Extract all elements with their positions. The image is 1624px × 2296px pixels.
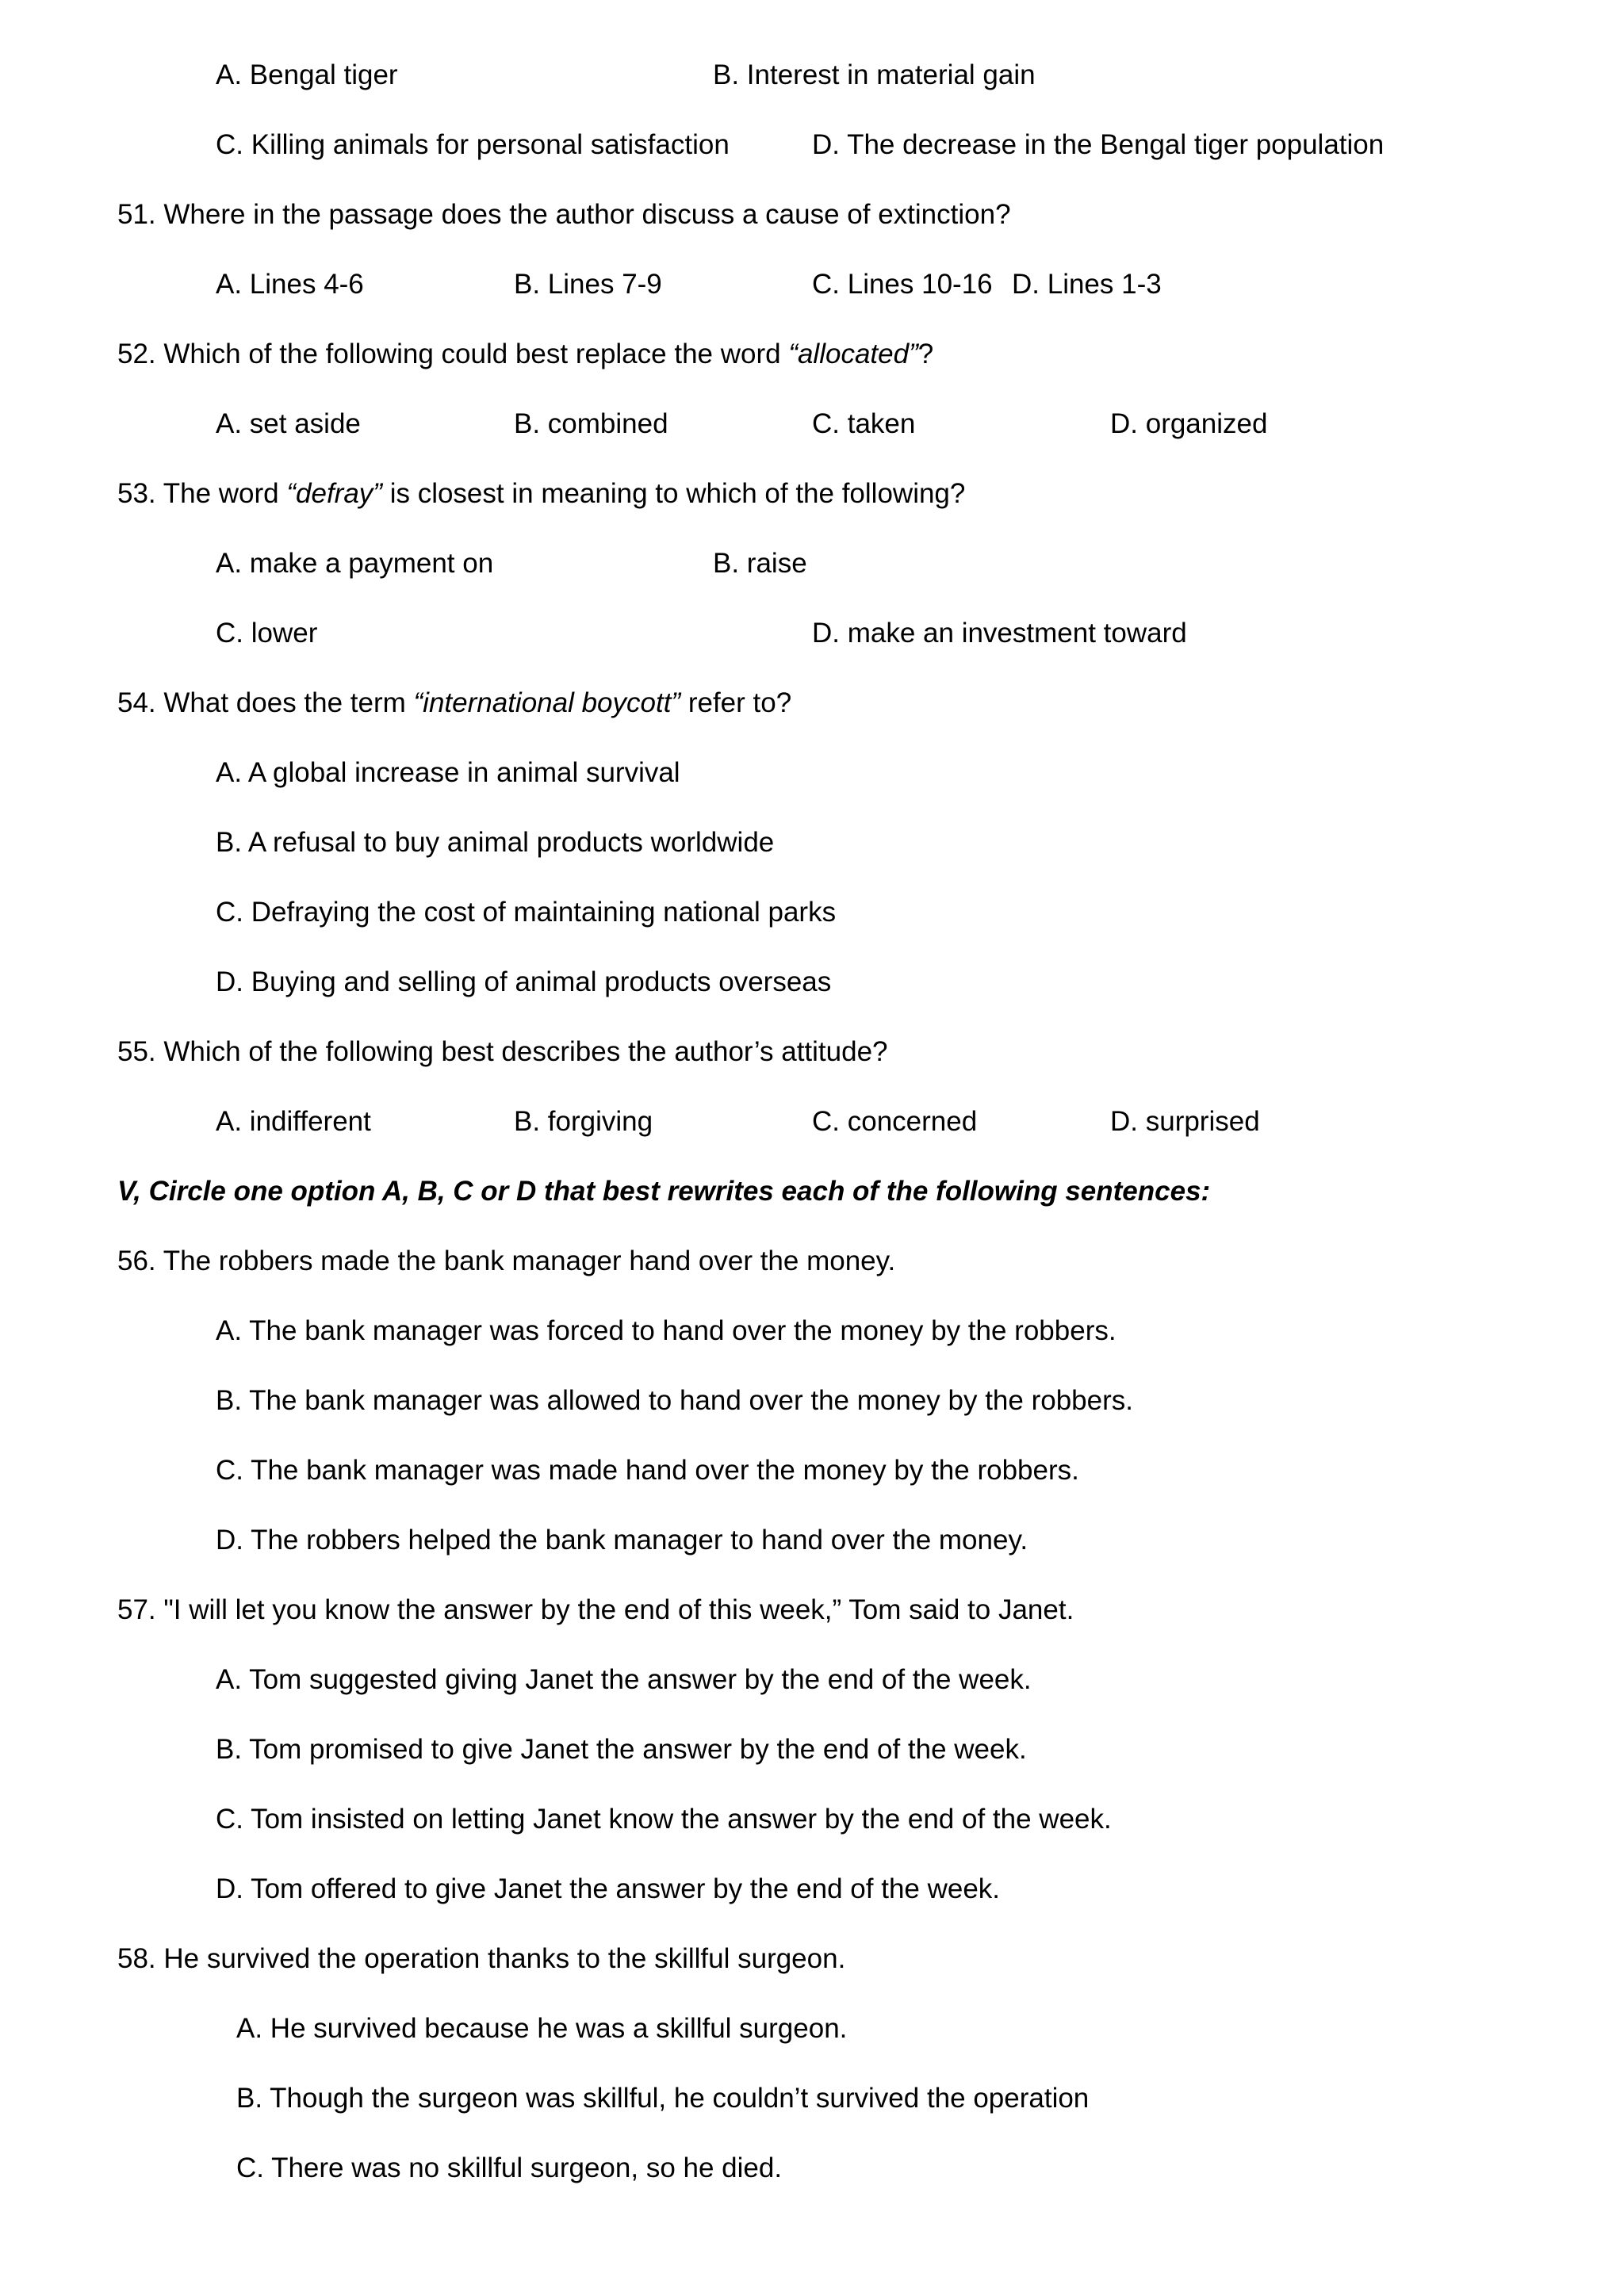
q54-option-a[interactable]: A. A global increase in animal survival xyxy=(216,757,680,788)
q57-option-b[interactable]: B. Tom promised to give Janet the answer by the end of the week. xyxy=(216,1734,1027,1765)
q51-option-a[interactable]: A. Lines 4-6 xyxy=(216,269,364,300)
q50-option-d[interactable]: D. The decrease in the Bengal tiger population xyxy=(812,129,1385,160)
q55-option-b[interactable]: B. forgiving xyxy=(514,1106,653,1137)
q50-option-b[interactable]: B. Interest in material gain xyxy=(713,59,1036,90)
q57-option-a[interactable]: A. Tom suggested giving Janet the answer by the end of the week. xyxy=(216,1664,1032,1695)
q55-option-d[interactable]: D. surprised xyxy=(1110,1106,1260,1137)
q50-option-a[interactable]: A. Bengal tiger xyxy=(216,59,398,90)
q53-option-a[interactable]: A. make a payment on xyxy=(216,548,494,579)
question-53-term: “defray” xyxy=(286,478,382,509)
q57-option-c[interactable]: C. Tom insisted on letting Janet know the answer by the end of the week. xyxy=(216,1804,1112,1835)
q51-option-b[interactable]: B. Lines 7-9 xyxy=(514,269,662,300)
question-53 xyxy=(117,480,965,507)
question-55: 55. Which of the following best describes the author’s attitude? xyxy=(117,1036,888,1067)
q57-option-d[interactable]: D. Tom offered to give Janet the answer by the end of the week. xyxy=(216,1873,1001,1904)
q52-option-d[interactable]: D. organized xyxy=(1110,408,1268,439)
question-57: 57. "I will let you know the answer by the end of this week,” Tom said to Janet. xyxy=(117,1594,1074,1625)
q54-option-b[interactable]: B. A refusal to buy animal products worldwide xyxy=(216,827,775,858)
q58-option-b[interactable]: B. Though the surgeon was skillful, he couldn’t survived the operation xyxy=(236,2083,1090,2114)
question-52-end: ? xyxy=(917,339,934,369)
question-54-term: “international boycott” xyxy=(413,687,681,718)
section-v-heading: V, Circle one option A, B, C or D that best rewrites each of the following sentences: xyxy=(117,1176,1211,1207)
q54-option-d[interactable]: D. Buying and selling of animal products overseas xyxy=(216,966,832,997)
q54-option-c[interactable]: C. Defraying the cost of maintaining national parks xyxy=(216,897,837,928)
q50-option-c[interactable]: C. Killing animals for personal satisfaction xyxy=(216,129,730,160)
q56-option-c[interactable]: C. The bank manager was made hand over the money by the robbers. xyxy=(216,1455,1079,1486)
question-54-end: refer to? xyxy=(680,687,792,718)
question-52-term: “allocated” xyxy=(788,339,918,369)
q56-option-b[interactable]: B. The bank manager was allowed to hand over the money by the robbers. xyxy=(216,1385,1133,1416)
question-58: 58. He survived the operation thanks to the skillful surgeon. xyxy=(117,1943,846,1974)
question-54 xyxy=(117,689,791,717)
question-52 xyxy=(117,340,933,368)
q58-option-c[interactable]: C. There was no skillful surgeon, so he died. xyxy=(236,2152,783,2183)
q53-option-b[interactable]: B. raise xyxy=(713,548,807,579)
question-52-text: 52. Which of the following could best replace the word xyxy=(117,339,789,369)
question-56: 56. The robbers made the bank manager hand over the money. xyxy=(117,1246,896,1276)
question-51: 51. Where in the passage does the author discuss a cause of extinction? xyxy=(117,199,1011,230)
q51-option-d[interactable]: D. Lines 1-3 xyxy=(1012,269,1162,300)
q55-option-c[interactable]: C. concerned xyxy=(812,1106,978,1137)
question-53-end: is closest in meaning to which of the following? xyxy=(381,478,966,509)
q53-option-d[interactable]: D. make an investment toward xyxy=(812,618,1187,649)
q55-option-a[interactable]: A. indifferent xyxy=(216,1106,371,1137)
q53-option-c[interactable]: C. lower xyxy=(216,618,318,649)
q51-option-c[interactable]: C. Lines 10-16 xyxy=(812,269,993,300)
q56-option-d[interactable]: D. The robbers helped the bank manager to hand over the money. xyxy=(216,1525,1028,1556)
q52-option-a[interactable]: A. set aside xyxy=(216,408,361,439)
q56-option-a[interactable]: A. The bank manager was forced to hand over the money by the robbers. xyxy=(216,1315,1116,1346)
question-54-text: 54. What does the term xyxy=(117,687,414,718)
question-53-text: 53. The word xyxy=(117,478,287,509)
q58-option-a[interactable]: A. He survived because he was a skillful surgeon. xyxy=(236,2013,848,2044)
q52-option-c[interactable]: C. taken xyxy=(812,408,916,439)
q52-option-b[interactable]: B. combined xyxy=(514,408,668,439)
